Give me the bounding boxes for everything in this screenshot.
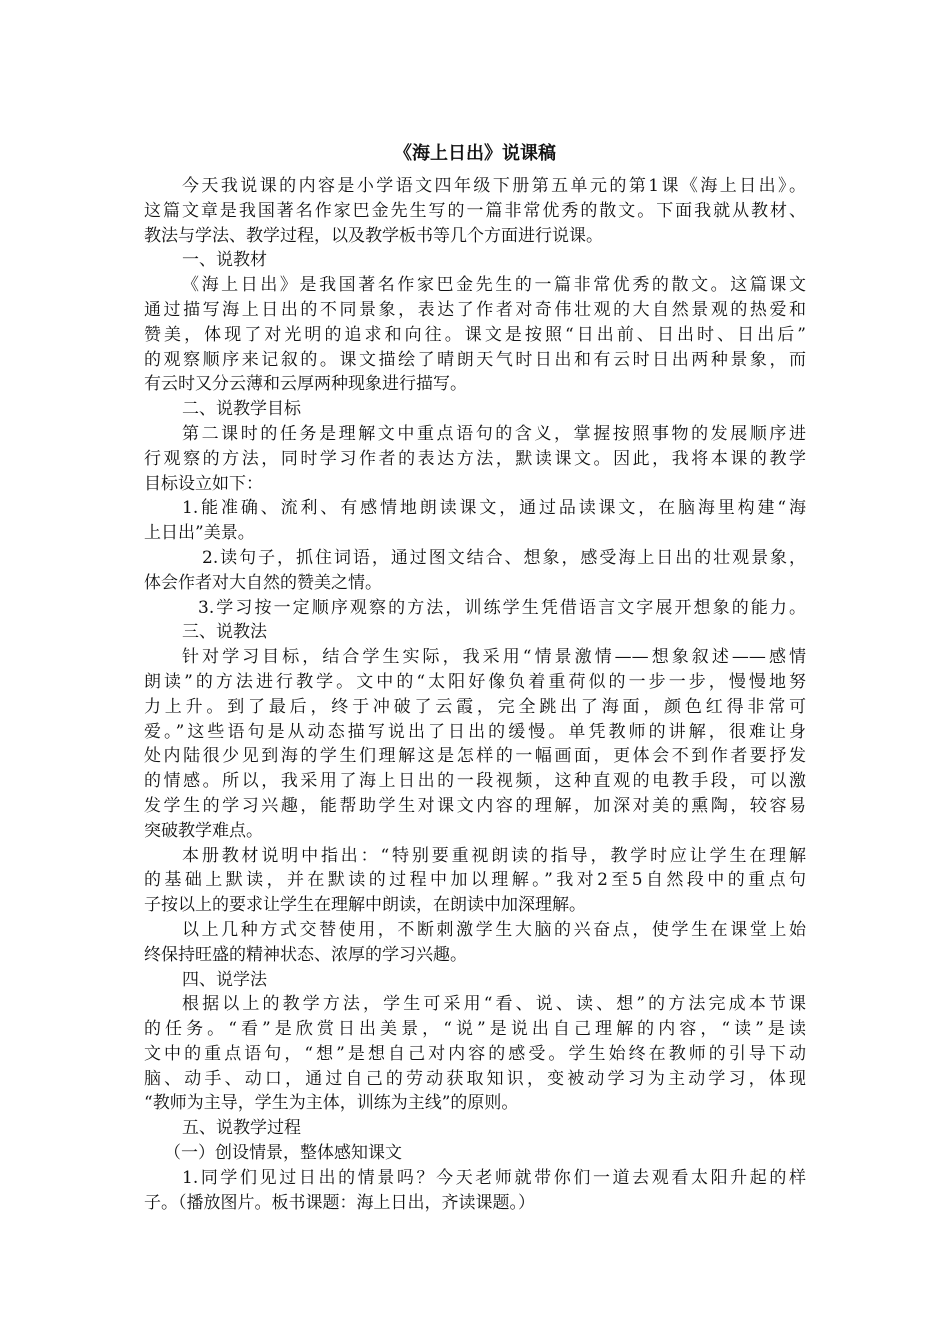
document-body (144, 174, 806, 1215)
text-line: 朗读”的方法进行教学。文中的“太阳好像负着重荷似的一步一步，慢慢地努 (144, 671, 806, 692)
text-line: 突破教学难点。 (144, 820, 263, 841)
text-line: 处内陆很少见到海的学生们理解这是怎样的一幅画面，更体会不到作者要抒发 (144, 746, 806, 767)
text-line: 脑、动手、动口，通过自己的劳动获取知识，变被动学习为主动学习，体现 (144, 1068, 806, 1089)
document-page (144, 140, 806, 1215)
text-line: 2.读句子，抓住词语，通过图文结合、想象，感受海上日出的壮观景象， (202, 547, 806, 568)
text-line: 以上几种方式交替使用，不断刺激学生大脑的兴奋点，使学生在课堂上始 (182, 919, 806, 940)
text-line: 上日出”美景。 (144, 523, 255, 544)
text-line: 爱。”这些语句是从动态描写说出了日出的缓慢。单凭教师的讲解，很难让身 (144, 721, 806, 742)
text-line: 1.能准确、流利、有感情地朗读课文，通过品读课文，在脑海里构建“海 (182, 498, 806, 519)
text-line: 第二课时的任务是理解文中重点语句的含义，掌握按照事物的发展顺序进 (182, 423, 806, 444)
text-line: 的基础上默读，并在默读的过程中加以理解。”我对2至5自然段中的重点句 (144, 870, 806, 891)
text-line: 文中的重点语句，“想”是想自己对内容的感受。学生始终在教师的引导下动 (144, 1043, 806, 1064)
text-line: 子按以上的要求让学生在理解中朗读，在朗读中加深理解。 (144, 895, 586, 916)
text-line: 二、说教学目标 (182, 399, 301, 420)
text-line: 通过描写海上日出的不同景象，表达了作者对奇伟壮观的大自然景观的热爱和 (144, 299, 806, 320)
text-line: 赞美，体现了对光明的追求和向往。课文是按照“日出前、日出时、日出后” (144, 324, 806, 345)
text-line: 体会作者对大自然的赞美之情。 (144, 572, 382, 593)
text-line: 五、说教学过程 (182, 1118, 301, 1139)
text-line: “教师为主导，学生为主体，训练为主线”的原则。 (144, 1093, 519, 1114)
text-line: 子。（播放图片。板书课题：海上日出，齐读课题。） (144, 1192, 535, 1213)
text-line: 一、说教材 (182, 250, 267, 271)
document-title: 《海上日出》说课稿 (394, 143, 556, 164)
text-line: 四、说学法 (182, 969, 267, 990)
text-line: 有云时又分云薄和云厚两种现象进行描写。 (144, 374, 467, 395)
text-line: （一）创设情景，整体感知课文 (164, 1143, 402, 1164)
text-line: 《海上日出》是我国著名作家巴金先生的一篇非常优秀的散文。这篇课文 (182, 275, 806, 296)
text-line: 的情感。所以，我采用了海上日出的一段视频，这种直观的电教手段，可以激 (144, 771, 806, 792)
text-line: 力上升。到了最后，终于冲破了云霞，完全跳出了海面，颜色红得非常可 (144, 696, 806, 717)
text-line: 三、说教法 (182, 622, 267, 643)
text-line: 行观察的方法，同时学习作者的表达方法，默读课文。因此，我将本课的教学 (144, 448, 806, 469)
text-line: 今天我说课的内容是小学语文四年级下册第五单元的第1课《海上日出》。 (182, 176, 806, 196)
text-line: 这篇文章是我国著名作家巴金先生写的一篇非常优秀的散文。下面我就从教材、 (144, 200, 806, 221)
text-line: 的观察顺序来记叙的。课文描绘了晴朗天气时日出和有云时日出两种景象，而 (144, 349, 806, 370)
text-line: 目标设立如下： (144, 473, 263, 494)
text-line: 发学生的学习兴趣，能帮助学生对课文内容的理解，加深对美的熏陶，较容易 (144, 795, 806, 816)
text-line: 1.同学们见过日出的情景吗？今天老师就带你们一道去观看太阳升起的样 (182, 1167, 806, 1188)
text-line: 3.学习按一定顺序观察的方法，训练学生凭借语言文字展开想象的能力。 (198, 597, 806, 618)
text-line: 的任务。“看”是欣赏日出美景，“说”是说出自己理解的内容，“读”是读 (144, 1019, 806, 1040)
text-line: 终保持旺盛的精神状态、浓厚的学习兴趣。 (144, 944, 467, 965)
text-line: 针对学习目标，结合学生实际，我采用“情景激情——想象叙述——感情 (182, 647, 806, 668)
text-line: 根据以上的教学方法，学生可采用“看、说、读、想”的方法完成本节课 (182, 994, 806, 1015)
text-line: 教法与学法、教学过程，以及教学板书等几个方面进行说课。 (144, 225, 603, 246)
text-line: 本册教材说明中指出：“特别要重视朗读的指导，教学时应让学生在理解 (182, 845, 806, 866)
